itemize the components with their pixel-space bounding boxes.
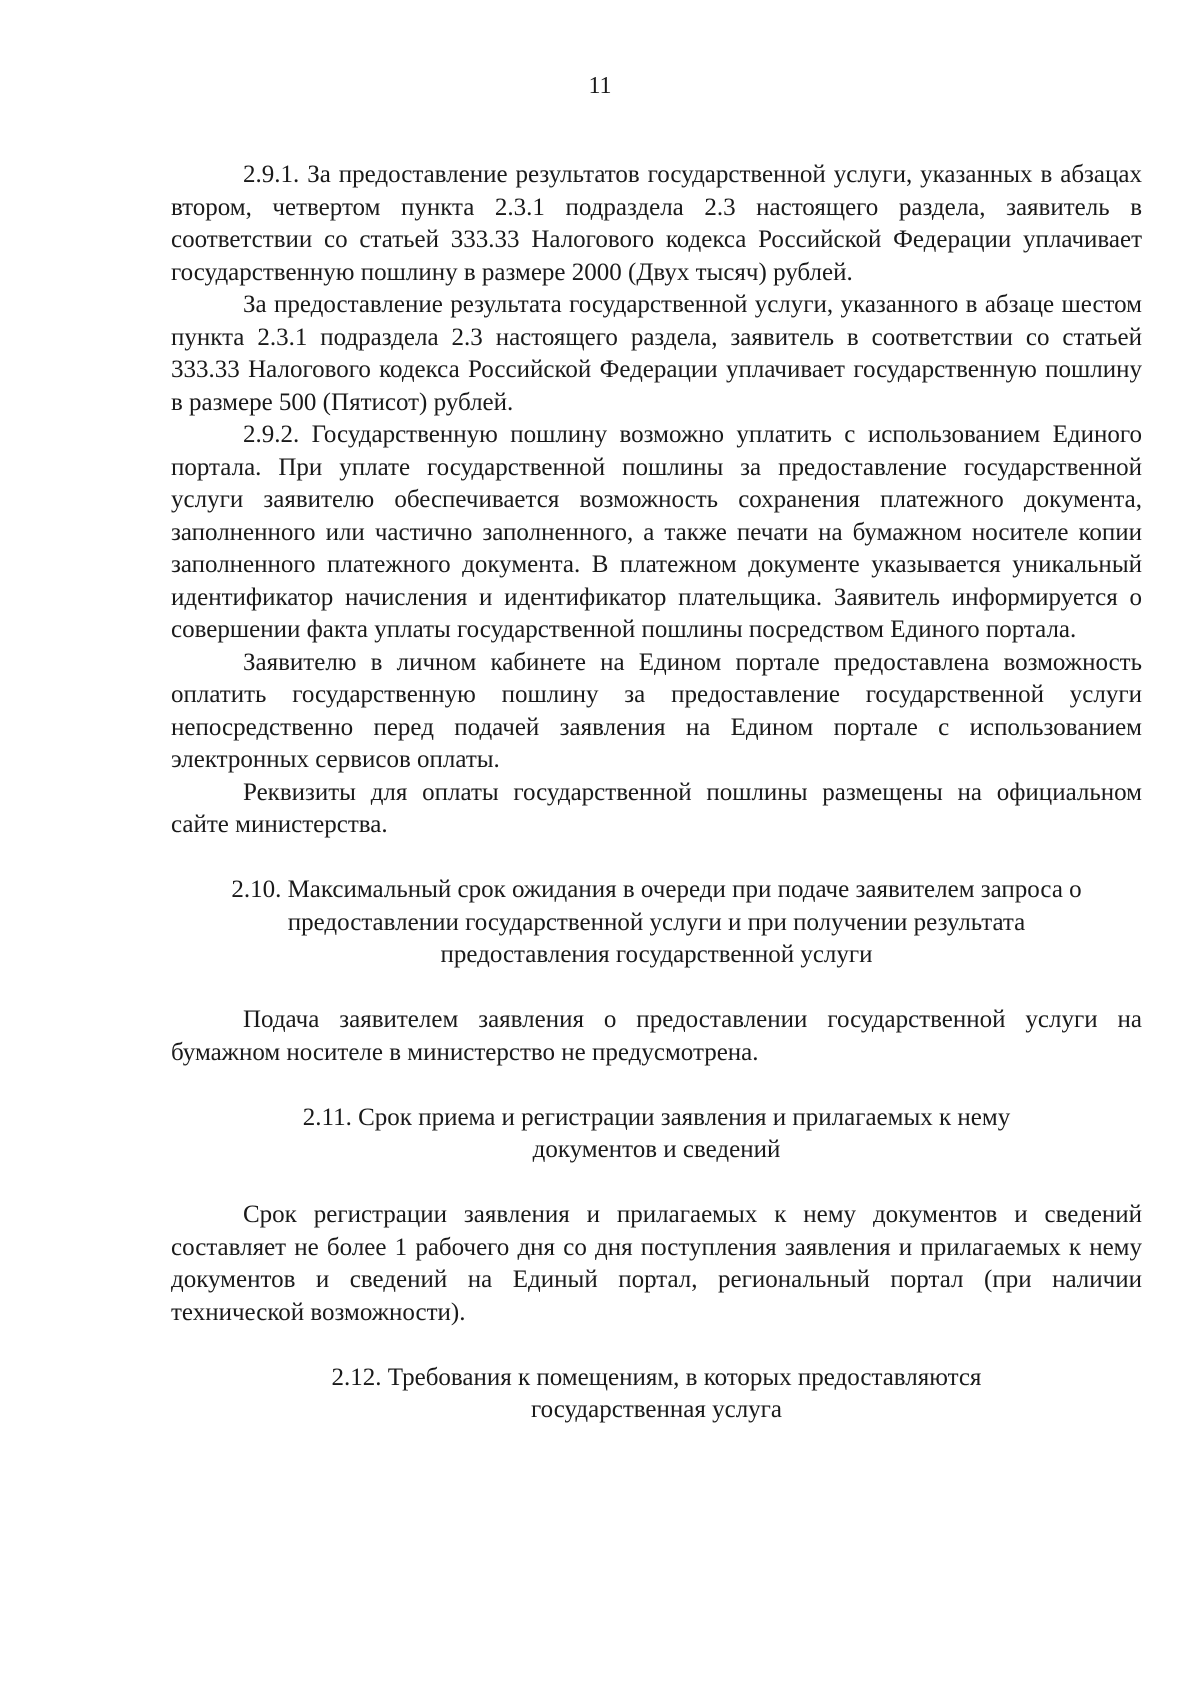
heading-2-11: [171, 1102, 1142, 1167]
heading-2-12-line-1: 2.12. Требования к помещениям, в которых предоставляются: [331, 1363, 982, 1391]
heading-2-11-line-2: документов и сведений: [532, 1136, 781, 1163]
paragraph-2-9-2: 2.9.2. Государственную пошлину возможно уплатить с использованием Единого портала. При уплате государственной пошлины за предоставление государственной услуги заявителю обеспечивается возможность сохранения платежного документа, заполненного или частично заполненного, а также печати на бумажном носителе копии заполненного платежного документа. В платежном документе указывается уникальный идентификатор начисления и идентификатор плательщика. Заявитель информируется о совершении факта уплаты государственной пошлины посредством Единого портала.: [171, 421, 1142, 643]
spacer: [171, 1167, 1142, 1200]
heading-2-10-line-3: предоставления государственной услуги: [440, 941, 873, 968]
paragraph-2-9-1: 2.9.1. За предоставление результатов государственной услуги, указанных в абзацах втором, четвертом пункта 2.3.1 подраздела 2.3 настоящего раздела, заявитель в соответствии со статьей 333.33 Налогового кодекса Российской Федерации уплачивает государственную пошлину в размере 2000 (Двух тысяч) рублей.: [171, 161, 1142, 286]
heading-2-10-line-1: 2.10. Максимальный срок ожидания в очереди при подаче заявителем запроса о: [231, 876, 1082, 903]
heading-2-10-line-2: предоставлении государственной услуги и при получении результата: [287, 908, 1026, 936]
heading-2-10: [171, 874, 1142, 972]
page-number: 11: [588, 73, 612, 99]
heading-2-12: [171, 1362, 1142, 1427]
document-body: [171, 159, 1142, 1427]
spacer: [171, 1069, 1142, 1102]
paragraph-payment-details: Реквизиты для оплаты государственной пошлины размещены на официальном сайте министерства.: [171, 778, 1142, 838]
paragraph-paper-submission: Подача заявителем заявления о предоставлении государственной услуги на бумажном носителе в министерство не предусмотрена.: [171, 1006, 1142, 1066]
spacer: [171, 972, 1142, 1005]
paragraph-personal-cabinet: Заявителю в личном кабинете на Едином портале предоставлена возможность оплатить государственную пошлину за предоставление государственной услуги непосредственно перед подачей заявления на Едином портале с использованием электронных сервисов оплаты.: [171, 648, 1142, 773]
heading-2-12-line-2: государственная услуга: [530, 1396, 783, 1423]
spacer: [171, 842, 1142, 875]
paragraph-registration-term: Срок регистрации заявления и прилагаемых к нему документов и сведений составляет не более 1 рабочего дня со дня поступления заявления и прилагаемых к нему документов и сведений на Единый портал, региональный портал (при наличии технической возможности).: [171, 1201, 1142, 1326]
spacer: [171, 1329, 1142, 1362]
heading-2-11-line-1: 2.11. Срок приема и регистрации заявления и прилагаемых к нему: [302, 1103, 1011, 1131]
paragraph-fee-500: За предоставление результата государственной услуги, указанного в абзаце шестом пункта 2.3.1 подраздела 2.3 настоящего раздела, заявитель в соответствии со статьей 333.33 Налогового кодекса Российской Федерации уплачивает государственную пошлину в размере 500 (Пятисот) рублей.: [171, 291, 1142, 416]
